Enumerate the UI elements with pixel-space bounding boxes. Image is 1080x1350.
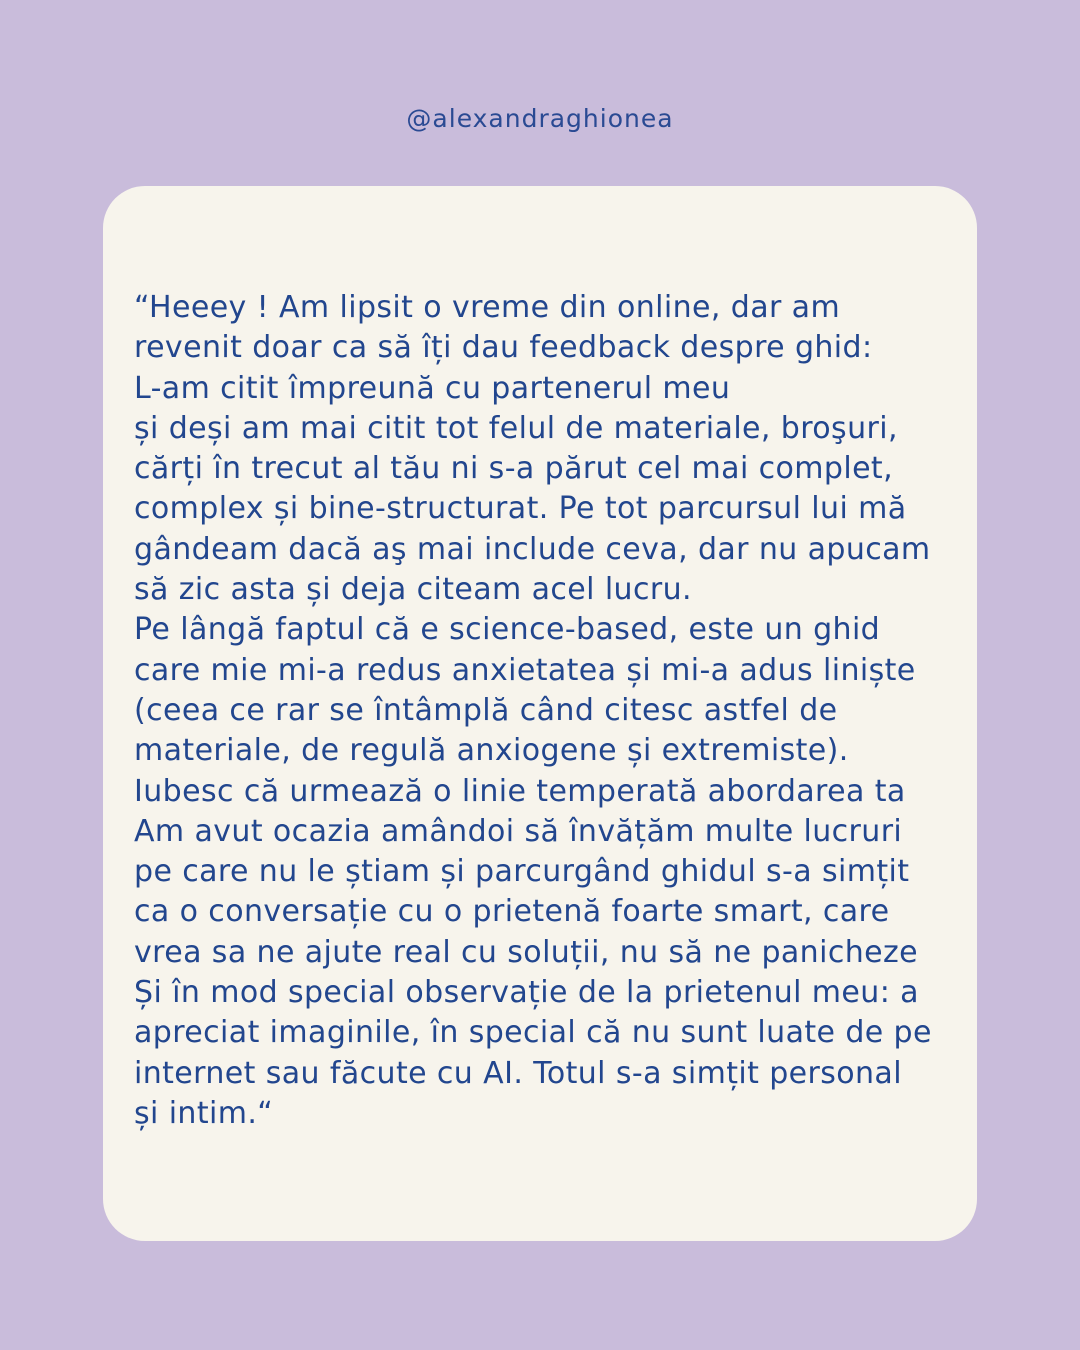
quote-line: ca o conversație cu o prietenă foarte smart, care [134,894,890,930]
quote-line: Pe lângă faptul că e science-based, este un ghid [134,612,881,648]
quote-line: Iubesc că urmează o linie temperată abordarea ta [134,773,906,809]
quote-line: apreciat imaginile, în special că nu sunt luate de pe [134,1015,932,1051]
quote-line: complex și bine-structurat. Pe tot parcursul lui mă [134,491,907,527]
quote-line: internet sau făcute cu AI. Totul s-a simțit personal [134,1055,902,1091]
testimonial-quote [134,288,964,1134]
quote-line: revenit doar ca să îți dau feedback despre ghid: [134,330,873,366]
author-handle: @alexandraghionea [406,104,674,133]
quote-line: să zic asta și deja citeam acel lucru. [134,572,692,608]
quote-line: (ceea ce rar se întâmplă când citesc astfel de [134,692,838,728]
quote-line: pe care nu le știam și parcurgând ghidul s-a simțit [134,854,910,890]
quote-line: și intim.“ [134,1095,274,1131]
quote-line: Și în mod special observație de la prietenul meu: a [134,975,919,1011]
quote-line: L-am citit împreună cu partenerul meu [134,370,731,406]
quote-line: vrea sa ne ajute real cu soluții, nu să ne panicheze [134,934,918,970]
quote-line: care mie mi-a redus anxietatea și mi-a adus liniște [134,652,916,688]
quote-line: materiale, de regulă anxiogene și extremiste). [134,733,849,769]
quote-line: cărți în trecut al tău ni s-a părut cel mai complet, [134,451,894,487]
quote-line: “Heeey ! Am lipsit o vreme din online, dar am [134,290,841,325]
quote-line: gândeam dacă aş mai include ceva, dar nu apucam [134,531,931,567]
quote-line: și deși am mai citit tot felul de materiale, broşuri, [134,410,898,446]
quote-line: Am avut ocazia amândoi să învățăm multe lucruri [134,813,903,849]
